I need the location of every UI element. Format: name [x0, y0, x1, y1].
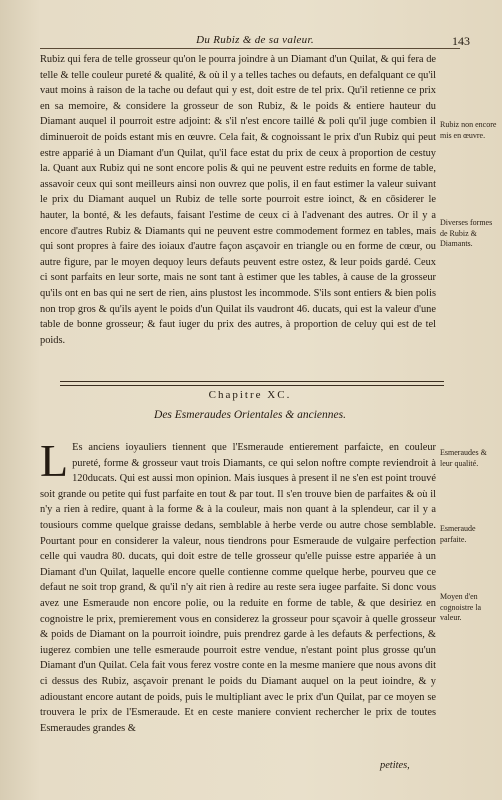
margin-note-esmeraude-parfaite: Esmeraude parfaite. — [440, 524, 476, 544]
running-head: Du Rubiz & de sa valeur. — [196, 34, 314, 46]
chapter-divider — [60, 381, 444, 386]
paragraph-rubiz: Rubiz qui fera de telle grosseur qu'on le pourra joindre à un Diamant d'un Quilat, & qui fera de telle & telle couleur pureté & qualité, & où il y a telles taches ou defauts, en defalquant ce qu'il vaut moins à raison de la tache ou defaut qui y est, doit estre de tel prix. Qu'il retienne ce prix en sa memoire, & considere la grosseur de son Rubiz, & le poids & entiere hauteur du Diamant auquel il pourroit estre adjoint: & s'il n'est encore taillé & poli qu'il juge combien il diminueroit de poids estant mis en œuvre. Cela fait, & cognoissant le prix d'un Rubiz qui peut estre apparié à un Diamant d'un Quilat, qu'il face estat du prix de ceux à proportion de cestuy la. Quant aux Rubiz qui ne sont encore polis & qui ne peuvent estre reduits en forme de table, assavoir ceux qui sont meilleurs ainsi non ouvrez que polis, il en faut estimer la valeur suivant le prix du Diamant auquel un Rubiz de telle sorte pourroit estre ioinct, & en cōsiderer le hauter, la bonté, & les defauts, faisant l'estime de ceux ci à l'advenant des autres. Or il y a encore d'autres Rubiz & Diamants qui ne peuvent estre commodement formez en tables, mais qui sont propres à faire des ioiaux d'autre façon asçavoir en triangle ou en forme de cœur, ou autre figure, par le moyen dequoy leurs defauts peuvent estre ostez, & leur poids gardé. Ceux ci sont parfaits en leur sorte, mais ne sont tant à estimer que les tables, à cause de la grosseur qu'ils ont en bas qui ne sert de rien, ains plustost les incommode. S'ils sont entiers & bien polis non trop gros & qu'ils ayent le poids d'un Quilat ils vaudront 46. ducats, qui est la valeur d'une table de bonne grosseur; & faut iuger du prix des autres, à proportion de celuy qui est de tel poids. — [40, 54, 436, 346]
page-number: 143 — [452, 34, 470, 48]
margin-note-esmeraudes-qualite: Esmeraudes & leur qualité. — [440, 448, 487, 468]
margin-note-rubiz-non-polis: Rubiz non encore mis en œuvre. — [440, 120, 497, 140]
margin-note-diverses-formes: Diverses formes de Rubiz & Diamants. — [440, 218, 493, 248]
catchword: petites, — [380, 760, 410, 771]
chapter-title: Chapitre XC. — [208, 389, 292, 401]
drop-cap: L — [40, 435, 69, 486]
header-rule — [40, 48, 460, 49]
body-text-bottom — [40, 435, 436, 736]
margin-note-moyen-valeur: Moyen d'en cognoistre la valeur. — [440, 592, 482, 622]
paragraph-esmeraudes: Es anciens ioyauliers tiennent que l'Esmeraude entierement parfaicte, en couleur pureté, forme & grosseur vaut trois Diamants, ce qui selon noftre compte reviendroit à 120ducats. Qui est aussi mon opinion. Mais iusques à present il ne s'en est point trouvé soit grande ou petite qui fust parfaite en tout & par tout. Il s'en trouve bien de parfaites & où il n'y a rien à redire, quant à la forme & à la couleur, mais non quant à la splendeur, car il y a tousiours comme quelque graisse dedans, semblable à herbe verde ou autre chose semblable. Pourtant pour en considerer la valeur, nous tiendrons pour Esmeraude de vulgaire perfection celle qui vaudra 80. ducats, qui doit estre de telle grosseur qu'elle puisse estre appariée à un Diamant d'un Quilat, laquelle encore quelle contienne comme quelque herbe, pourveu que ce defaut ne soit trop grand, & qu'il n'y ait rien à redire au reste sera iugee parfaite. Si donc vous avez une Esmeraude non encore polie, ou la reduite en forme de table, & que desiriez en cognoistre le prix, premierement vous en considerez la grosseur pour sçavoir à quelle grosseur & poids de Diamant on la pourroit ioindre, puis prendrez garde à les defauts & perfections, & iugerez combien une telle esmeraude pourroit estre vendue, n'estant point plus grosse qu'un Diamant d'un Quilat. Cela fait vous ferez vostre conte en la mesme maniere que nous avons dit ci dessus des Rubiz, asçavoir prenant le poids du Diamant auquel on la peut ioindre, & y adioustant encore autant de poids, puis le multipliant avec le prix d'un Quilat, par ce moyen se trouvera le prix de l'Esmeraude. Et en ceste maniere convient rechercher le prix de toutes Esmeraudes grandes & — [40, 442, 436, 734]
chapter-subtitle: Des Esmeraudes Orientales & anciennes. — [154, 409, 346, 421]
body-text-top — [40, 52, 436, 348]
